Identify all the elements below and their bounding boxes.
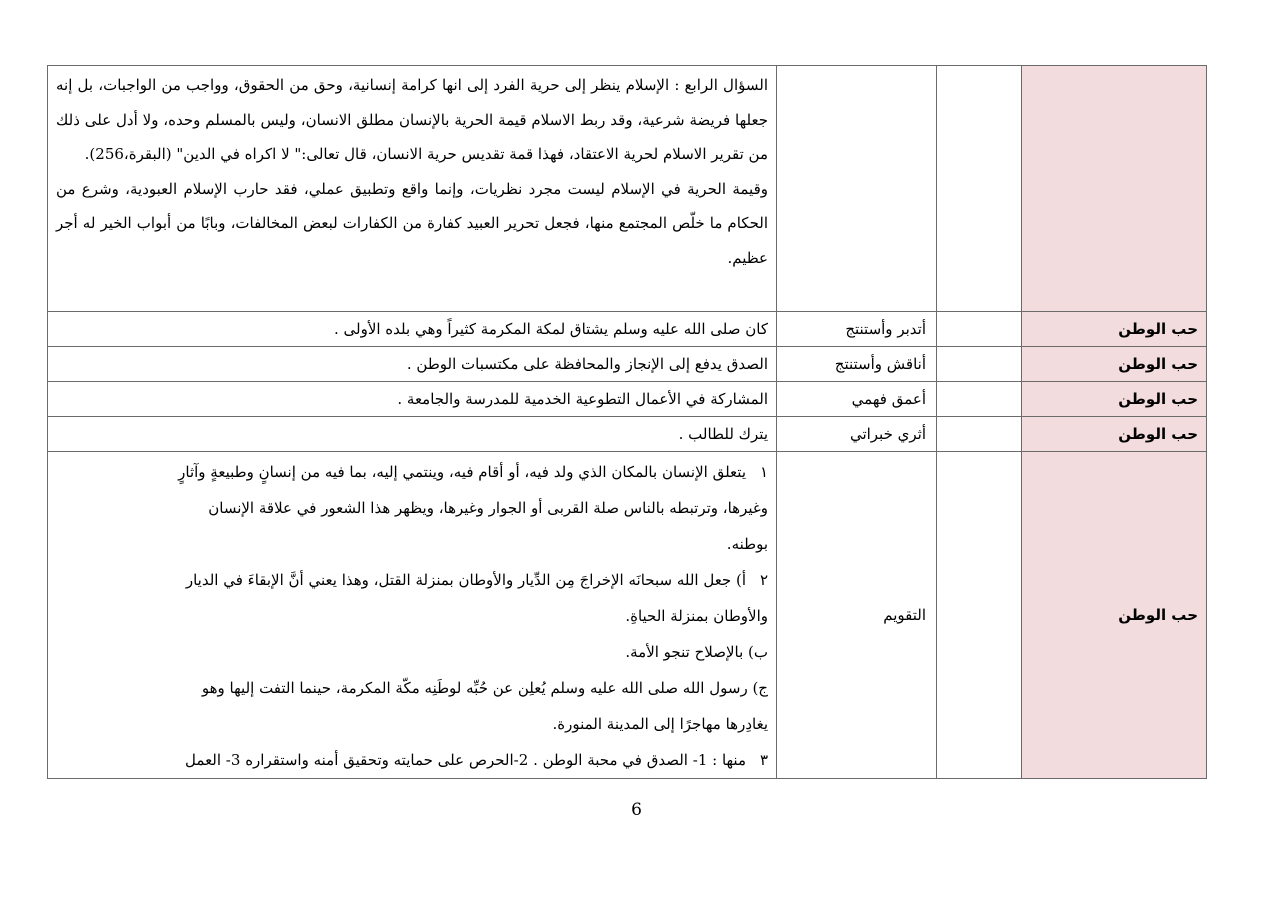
- content-cell: الصدق يدفع إلى الإنجاز والمحافظة على مكتسبات الوطن .: [48, 347, 777, 382]
- topic-cell-empty: [1022, 66, 1207, 312]
- fourth-question-paragraph: السؤال الرابع : الإسلام ينظر إلى حرية الفرد إلى انها كرامة إنسانية، وحق من الحقوق، وواجب من الواجبات، بل إنه جعلها فريضة شرعية، وقد ربط الاسلام قيمة الحرية بالإنسان مطلق الانسان، وليس بالمسلم وحده، ولا أدل على ذلك من تقرير الاسلام لحرية الاعتقاد، فهذا قمة تقديس حرية الانسان، قال تعالى:" لا اكراه في الدين" (البقرة،256).: [56, 76, 768, 163]
- freedom-value-paragraph: وقيمة الحرية في الإسلام ليست مجرد نظريات، وإنما واقع وتطبيق عملي، فقد حارب الإسلام العبودية، وشرع من الحكام ما خلّص المجتمع منها، فجعل تحرير العبيد كفارة من الكفارات لبعض المخالفات، وبابًا من أبواب الخير له أجر عظيم.: [56, 179, 768, 267]
- table-row-evaluation: [48, 452, 1207, 779]
- item-text-continuation: وغيرها، وترتبطه بالناس صلة القربى أو الجوار وغيرها، ويظهر هذا الشعور في علاقة الإنسان: [208, 499, 768, 517]
- skill-cell: أعمق فهمي: [777, 382, 937, 417]
- empty-cell: [937, 452, 1022, 779]
- content-cell: كان صلى الله عليه وسلم يشتاق لمكة المكرمة كثيراً وهي بلده الأولى .: [48, 312, 777, 347]
- skill-cell: التقويم: [777, 452, 937, 779]
- answer-item-3: [56, 742, 768, 778]
- table-row-deepen: [48, 382, 1207, 417]
- item-sub-c: ج) رسول الله صلى الله عليه وسلم يُعلِن عن حُبِّه لوطَنِه مكّة المكرمة، حينما التفت إليها وهو: [201, 679, 768, 697]
- topic-cell: حب الوطن: [1022, 452, 1207, 779]
- answer-item-2: [56, 562, 768, 598]
- skill-cell: أثري خبراتي: [777, 417, 937, 452]
- item-text-continuation: بوطنه.: [726, 535, 768, 553]
- item-number: ١: [759, 463, 768, 481]
- skill-cell: أتدبر وأستنتج: [777, 312, 937, 347]
- empty-cell: [937, 382, 1022, 417]
- empty-cell: [937, 347, 1022, 382]
- content-cell: المشاركة في الأعمال التطوعية الخدمية للمدرسة والجامعة .: [48, 382, 777, 417]
- table-row-discuss: [48, 347, 1207, 382]
- topic-cell: حب الوطن: [1022, 312, 1207, 347]
- answer-item-1: [56, 454, 768, 490]
- topic-cell: حب الوطن: [1022, 347, 1207, 382]
- item-number: ٣: [759, 751, 768, 769]
- table-row-fourth-question: [48, 66, 1207, 312]
- page-number: 6: [631, 800, 642, 820]
- empty-cell: [937, 417, 1022, 452]
- table-row-enrich: [48, 417, 1207, 452]
- content-cell: يترك للطالب .: [48, 417, 777, 452]
- item-sub-b: ب) بالإصلاح تنجو الأمة.: [625, 643, 768, 661]
- skill-cell-empty: [777, 66, 937, 312]
- lesson-table: [47, 65, 1207, 779]
- item-text: يتعلق الإنسان بالمكان الذي ولد فيه، أو أقام فيه، وينتمي إليه، بما فيه من إنسانٍ وطبيعةٍ وآثارٍ: [178, 463, 746, 481]
- content-cell: [48, 66, 777, 312]
- content-cell: [48, 452, 777, 779]
- item-text: أ) جعل الله سبحانَه الإخراجَ مِن الدِّيار والأوطان بمنزلة القتل، وهذا يعني أنَّ الإبقاءَ في الديار: [185, 571, 746, 589]
- item-number: ٢: [759, 571, 768, 589]
- item-text: منها : 1- الصدق في محبة الوطن . 2-الحرص على حمايته وتحقيق أمنه واستقراره 3- العمل: [185, 751, 746, 769]
- topic-cell: حب الوطن: [1022, 382, 1207, 417]
- item-text-continuation: والأوطان بمنزلة الحياةِ.: [625, 607, 768, 625]
- item-text-continuation: يغادِرها مهاجرًا إلى المدينة المنورة.: [552, 715, 768, 733]
- skill-cell: أناقش وأستنتج: [777, 347, 937, 382]
- empty-cell: [937, 312, 1022, 347]
- empty-cell: [937, 66, 1022, 312]
- topic-cell: حب الوطن: [1022, 417, 1207, 452]
- table-row-contemplate: [48, 312, 1207, 347]
